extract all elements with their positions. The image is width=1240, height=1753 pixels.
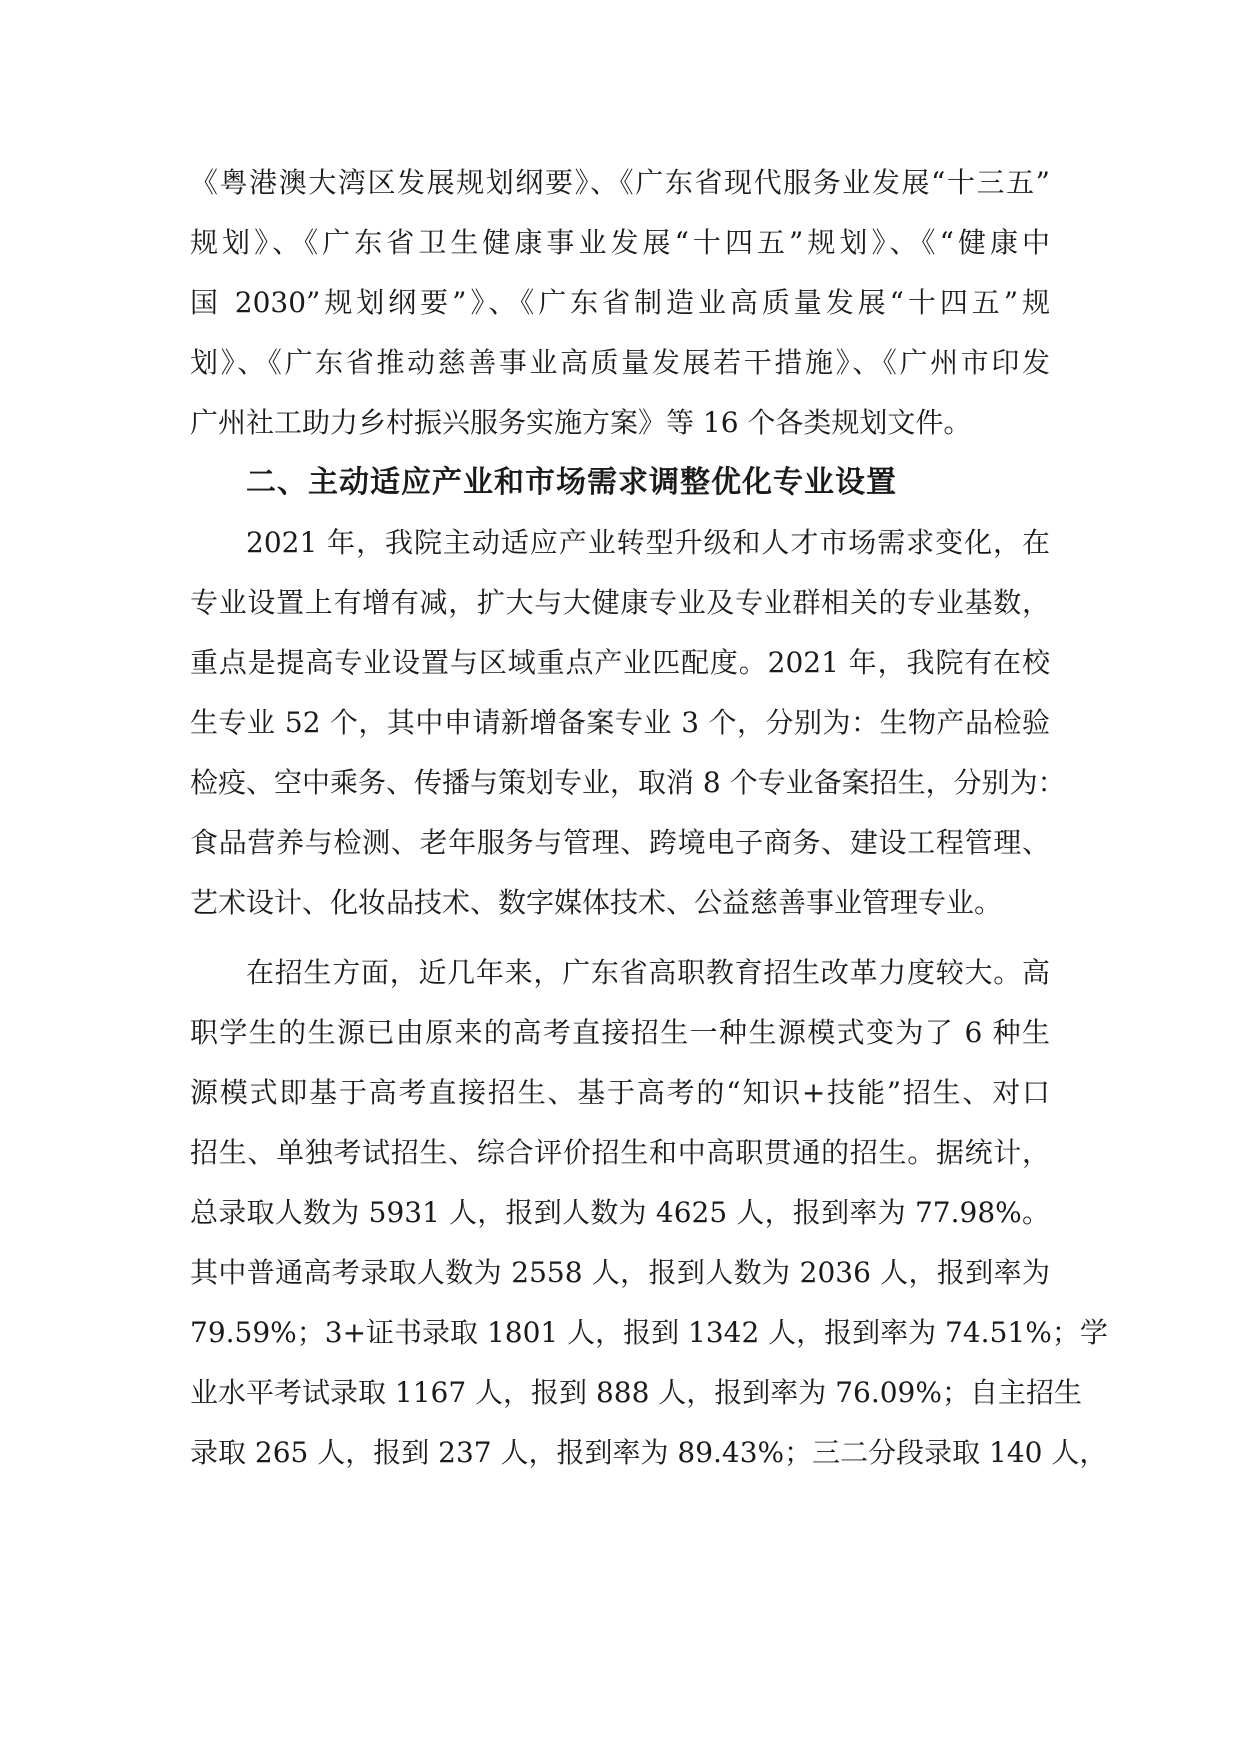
paragraph-3-line-1: 在招生方面，近几年来，广东省高职教育招生改革力度较大。高 [246,956,1050,989]
paragraph-1-line-2: 规划》、《广东省卫生健康事业发展“十四五”规划》、《“健康中 [190,226,1050,259]
paragraph-2-line-6: 食品营养与检测、老年服务与管理、跨境电子商务、建设工程管理、 [190,826,1050,859]
paragraph-3-line-4: 招生、单独考试招生、综合评价招生和中高职贯通的招生。据统计， [190,1136,1050,1169]
paragraph-1-line-4: 划》、《广东省推动慈善事业高质量发展若干措施》、《广州市印发 [190,346,1050,379]
paragraph-3-line-2: 职学生的生源已由原来的高考直接招生一种生源模式变为了 6 种生 [190,1016,1050,1049]
paragraph-2-line-2: 专业设置上有增有减，扩大与大健康专业及专业群相关的专业基数， [190,586,1050,619]
paragraph-3-line-9: 录取 265 人，报到 237 人，报到率为 89.43%；三二分段录取 140 人， [190,1436,1108,1469]
paragraph-3-line-3: 源模式即基于高考直接招生、基于高考的“知识+技能”招生、对口 [190,1076,1050,1109]
paragraph-3-line-8: 业水平考试录取 1167 人，报到 888 人，报到率为 76.09%；自主招生 [190,1376,1082,1409]
paragraph-1-line-1: 《粤港澳大湾区发展规划纲要》、《广东省现代服务业发展“十三五” [190,166,1050,199]
paragraph-2-line-1: 2021 年，我院主动适应产业转型升级和人才市场需求变化，在 [246,526,1050,559]
section-heading: 二、主动适应产业和市场需求调整优化专业设置 [246,465,897,500]
paragraph-3-line-7: 79.59%；3+证书录取 1801 人，报到 1342 人，报到率为 74.51%；学 [190,1316,1108,1349]
paragraph-3-line-5: 总录取人数为 5931 人，报到人数为 4625 人，报到率为 77.98%。 [190,1196,1050,1229]
paragraph-3-line-6: 其中普通高考录取人数为 2558 人，报到人数为 2036 人，报到率为 [190,1256,1050,1289]
paragraph-2-line-7: 艺术设计、化妆品技术、数字媒体技术、公益慈善事业管理专业。 [190,886,1003,919]
paragraph-1-line-5: 广州社工助力乡村振兴服务实施方案》等 16 个各类规划文件。 [190,406,972,439]
paragraph-2-line-3: 重点是提高专业设置与区域重点产业匹配度。2021 年，我院有在校 [190,646,1050,679]
paragraph-2-line-5: 检疫、空中乘务、传播与策划专业，取消 8 个专业备案招生，分别为： [190,766,1066,799]
paragraph-1-line-3: 国 2030”规划纲要”》、《广东省制造业高质量发展“十四五”规 [190,286,1050,319]
paragraph-2-line-4: 生专业 52 个，其中申请新增备案专业 3 个，分别为：生物产品检验 [190,706,1050,739]
